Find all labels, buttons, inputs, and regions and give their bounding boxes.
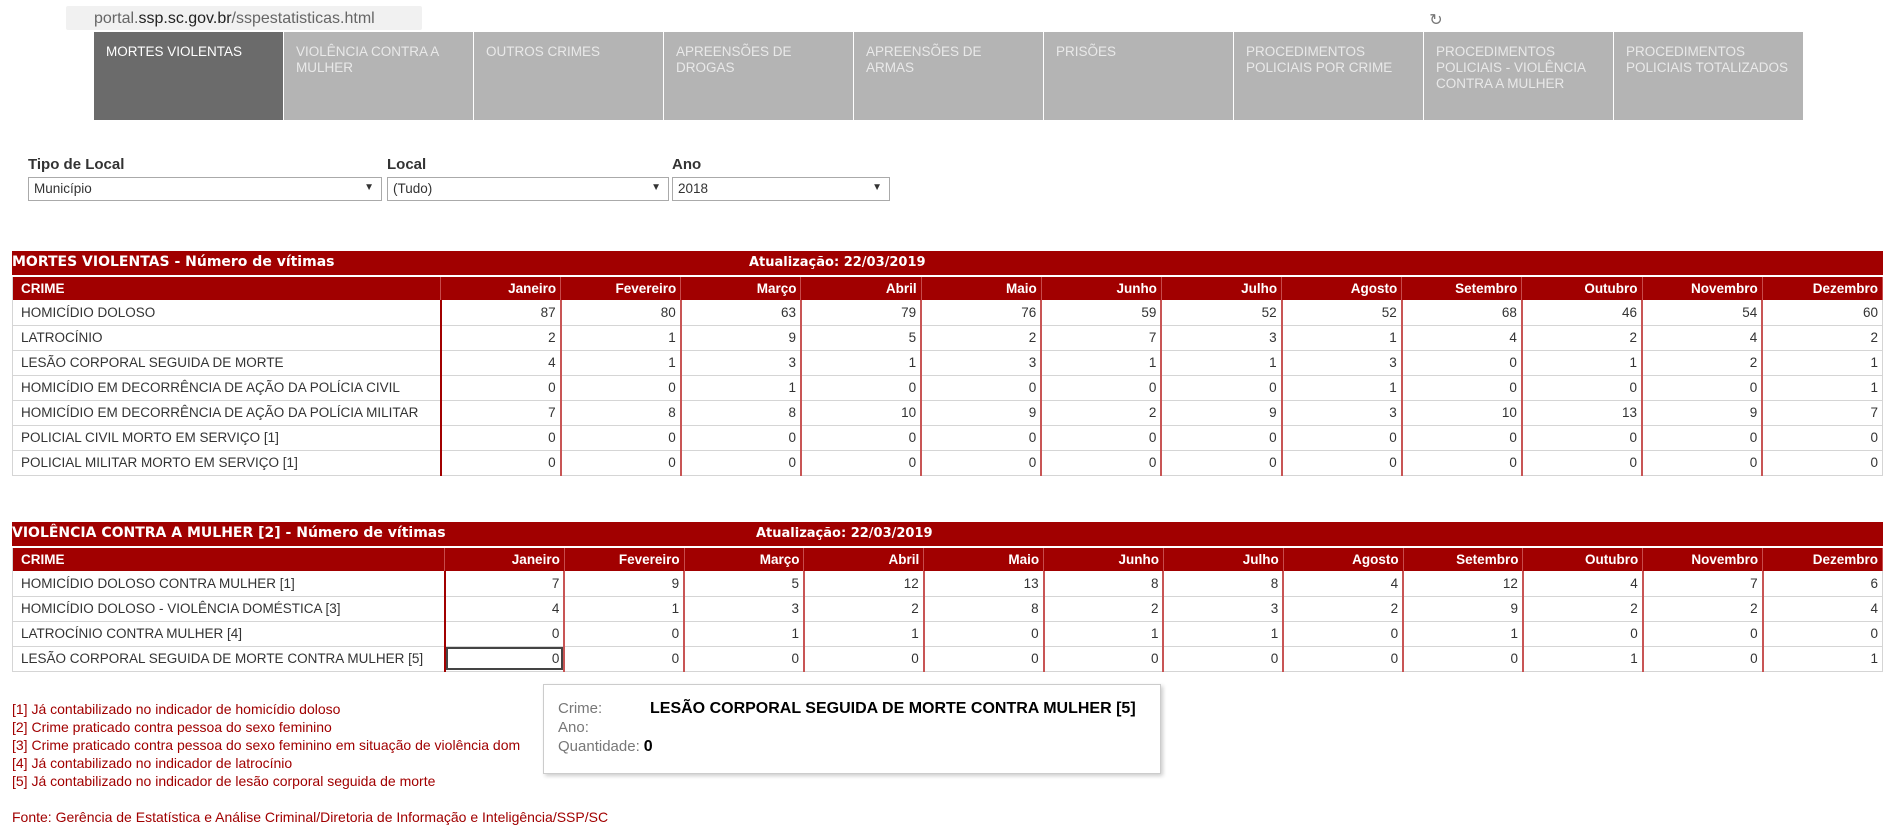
value-cell[interactable]: 60 bbox=[1762, 300, 1882, 325]
value-cell[interactable]: 0 bbox=[921, 450, 1041, 475]
value-cell[interactable]: 1 bbox=[1763, 646, 1883, 671]
value-cell[interactable]: 0 bbox=[801, 375, 921, 400]
value-cell[interactable]: 0 bbox=[1762, 425, 1882, 450]
value-cell[interactable]: 0 bbox=[1283, 646, 1403, 671]
value-cell[interactable]: 1 bbox=[1163, 621, 1283, 646]
value-cell[interactable]: 1 bbox=[1523, 646, 1643, 671]
value-cell[interactable]: 13 bbox=[1522, 400, 1642, 425]
value-cell[interactable]: 0 bbox=[1041, 375, 1161, 400]
column-header-month: Julho bbox=[1163, 547, 1283, 571]
value-cell[interactable]: 3 bbox=[1282, 350, 1402, 375]
filter-local bbox=[387, 156, 669, 201]
table-row bbox=[13, 375, 1883, 400]
value-cell[interactable]: 9 bbox=[564, 571, 684, 596]
chevron-down-icon: ▼ bbox=[364, 182, 374, 193]
mulher-table bbox=[12, 546, 1883, 672]
column-header-month: Maio bbox=[921, 276, 1041, 300]
value-cell[interactable]: 52 bbox=[1161, 300, 1281, 325]
value-cell[interactable]: 0 bbox=[445, 621, 565, 646]
tooltip-label: Quantidade: bbox=[558, 738, 640, 755]
value-cell[interactable]: 8 bbox=[681, 400, 801, 425]
value-cell[interactable]: 10 bbox=[1402, 400, 1522, 425]
value-cell[interactable]: 0 bbox=[924, 621, 1044, 646]
value-cell[interactable]: 0 bbox=[441, 375, 561, 400]
section-header bbox=[12, 522, 1883, 546]
value-cell[interactable]: 1 bbox=[1282, 375, 1402, 400]
value-cell[interactable]: 0 bbox=[1402, 350, 1522, 375]
value-cell[interactable]: 0 bbox=[1041, 425, 1161, 450]
value-cell[interactable]: 0 bbox=[1762, 450, 1882, 475]
value-cell[interactable]: 0 bbox=[1282, 425, 1402, 450]
tooltip-ano-row bbox=[558, 718, 1146, 737]
column-header-month: Junho bbox=[1044, 547, 1164, 571]
value-cell[interactable]: 5 bbox=[684, 571, 804, 596]
value-cell[interactable]: 0 bbox=[561, 375, 681, 400]
value-cell[interactable]: 1 bbox=[1403, 621, 1523, 646]
value-cell[interactable]: 0 bbox=[1642, 450, 1762, 475]
value-cell[interactable]: 0 bbox=[561, 450, 681, 475]
value-cell[interactable]: 10 bbox=[801, 400, 921, 425]
value-cell[interactable]: 1 bbox=[1282, 325, 1402, 350]
table-row bbox=[13, 350, 1883, 375]
filter-ano bbox=[672, 156, 890, 201]
value-cell[interactable]: 7 bbox=[441, 400, 561, 425]
column-header-month: Julho bbox=[1161, 276, 1281, 300]
value-cell[interactable]: 2 bbox=[804, 596, 924, 621]
footnote: [5] Já contabilizado no indicador de lesão corporal seguida de morte bbox=[12, 773, 436, 789]
value-cell[interactable]: 2 bbox=[921, 325, 1041, 350]
column-header-month: Outubro bbox=[1523, 547, 1643, 571]
column-header-month: Junho bbox=[1041, 276, 1161, 300]
value-cell[interactable]: 0 bbox=[1523, 621, 1643, 646]
update-date: Atualização: 22/03/2019 bbox=[756, 526, 933, 541]
value-cell[interactable]: 0 bbox=[1402, 450, 1522, 475]
crime-cell: LATROCÍNIO bbox=[13, 325, 441, 350]
footnote: [1] Já contabilizado no indicador de homicídio doloso bbox=[12, 701, 341, 717]
value-cell[interactable]: 1 bbox=[681, 375, 801, 400]
tooltip-label: Ano: bbox=[558, 719, 589, 736]
value-cell[interactable]: 12 bbox=[804, 571, 924, 596]
column-header-month: Março bbox=[681, 276, 801, 300]
value-cell[interactable]: 0 bbox=[1402, 425, 1522, 450]
filter-label: Local bbox=[387, 156, 427, 173]
column-header-month: Outubro bbox=[1522, 276, 1642, 300]
value-cell[interactable]: 1 bbox=[1041, 350, 1161, 375]
address-bar[interactable] bbox=[66, 6, 422, 30]
footnote: [2] Crime praticado contra pessoa do sexo feminino bbox=[12, 719, 332, 735]
value-cell[interactable]: 0 bbox=[1161, 450, 1281, 475]
value-cell[interactable]: 1 bbox=[684, 621, 804, 646]
chevron-down-icon: ▼ bbox=[651, 182, 661, 193]
category-tabs bbox=[94, 32, 1804, 120]
column-header-month: Abril bbox=[804, 547, 924, 571]
value-cell[interactable]: 0 bbox=[1522, 375, 1642, 400]
value-cell[interactable]: 76 bbox=[921, 300, 1041, 325]
column-header-crime: CRIME bbox=[13, 547, 445, 571]
value-cell[interactable]: 9 bbox=[1642, 400, 1762, 425]
value-cell[interactable]: 0 bbox=[564, 621, 684, 646]
tab-7[interactable]: PROCEDIMENTOS POLICIAIS - VIOLÊNCIA CONTRA A MULHER bbox=[1424, 32, 1613, 120]
tab-4[interactable]: APREENSÕES DE ARMAS bbox=[854, 32, 1043, 120]
tab-1[interactable]: VIOLÊNCIA CONTRA A MULHER bbox=[284, 32, 473, 120]
value-cell[interactable]: 1 bbox=[804, 621, 924, 646]
value-cell[interactable]: 1 bbox=[561, 350, 681, 375]
value-cell[interactable]: 4 bbox=[445, 596, 565, 621]
value-cell[interactable]: 0 bbox=[1282, 450, 1402, 475]
value-cell[interactable]: 0 bbox=[924, 646, 1044, 671]
column-header-crime: CRIME bbox=[13, 276, 441, 300]
crime-cell: LESÃO CORPORAL SEGUIDA DE MORTE CONTRA MULHER [5] bbox=[13, 646, 445, 671]
column-header-month: Setembro bbox=[1403, 547, 1523, 571]
footnote: [4] Já contabilizado no indicador de latrocínio bbox=[12, 755, 293, 771]
table-row bbox=[13, 300, 1883, 325]
select-value: 2018 bbox=[678, 181, 709, 196]
value-cell[interactable]: 0 bbox=[441, 425, 561, 450]
crime-cell: HOMICÍDIO DOLOSO CONTRA MULHER [1] bbox=[13, 571, 445, 596]
value-cell[interactable]: 1 bbox=[1161, 350, 1281, 375]
value-cell[interactable]: 1 bbox=[1044, 621, 1164, 646]
table-row bbox=[13, 646, 1883, 671]
value-cell[interactable]: 13 bbox=[924, 571, 1044, 596]
value-cell[interactable]: 7 bbox=[1643, 571, 1763, 596]
table-row bbox=[13, 621, 1883, 646]
local-select[interactable] bbox=[387, 177, 669, 201]
column-header-month: Fevereiro bbox=[561, 276, 681, 300]
value-cell[interactable]: 3 bbox=[1161, 325, 1281, 350]
value-cell[interactable]: 9 bbox=[1161, 400, 1281, 425]
filter-label: Ano bbox=[672, 156, 702, 173]
value-cell[interactable]: 0 bbox=[681, 425, 801, 450]
value-cell[interactable]: 63 bbox=[681, 300, 801, 325]
value-cell[interactable]: 0 bbox=[1643, 646, 1763, 671]
table-row bbox=[13, 325, 1883, 350]
tab-6[interactable]: PROCEDIMENTOS POLICIAIS POR CRIME bbox=[1234, 32, 1423, 120]
value-cell[interactable]: 4 bbox=[441, 350, 561, 375]
crime-cell: POLICIAL MILITAR MORTO EM SERVIÇO [1] bbox=[13, 450, 441, 475]
violencia-mulher-section bbox=[12, 522, 1883, 672]
value-cell[interactable]: 12 bbox=[1403, 571, 1523, 596]
value-cell[interactable]: 0 bbox=[1161, 425, 1281, 450]
value-cell[interactable]: 46 bbox=[1522, 300, 1642, 325]
value-cell[interactable]: 9 bbox=[921, 400, 1041, 425]
filter-tipo-local bbox=[28, 156, 382, 201]
table-row bbox=[13, 450, 1883, 475]
value-cell[interactable]: 7 bbox=[1762, 400, 1882, 425]
update-date: Atualização: 22/03/2019 bbox=[749, 255, 926, 270]
column-header-month: Setembro bbox=[1402, 276, 1522, 300]
value-cell[interactable]: 1 bbox=[1522, 350, 1642, 375]
value-cell[interactable]: 4 bbox=[1763, 596, 1883, 621]
crime-cell: HOMICÍDIO DOLOSO - VIOLÊNCIA DOMÉSTICA [3] bbox=[13, 596, 445, 621]
value-cell[interactable]: 4 bbox=[1523, 571, 1643, 596]
value-cell[interactable]: 54 bbox=[1642, 300, 1762, 325]
footnotes bbox=[12, 700, 520, 790]
table-row bbox=[13, 425, 1883, 450]
value-cell[interactable]: 0 bbox=[561, 425, 681, 450]
value-cell[interactable]: 0 bbox=[1522, 450, 1642, 475]
tipo-local-select[interactable] bbox=[28, 177, 382, 201]
section-title: VIOLÊNCIA CONTRA A MULHER [2] - Número de vítimas bbox=[12, 525, 446, 541]
value-cell[interactable]: 0 bbox=[1403, 646, 1523, 671]
value-cell[interactable]: 0 bbox=[1643, 621, 1763, 646]
reload-icon[interactable]: ↻ bbox=[1429, 12, 1443, 29]
url-text: portal.ssp.sc.gov.br/sspestatisticas.html bbox=[94, 10, 375, 27]
section-title: MORTES VIOLENTAS - Número de vítimas bbox=[12, 254, 335, 270]
value-cell[interactable]: 4 bbox=[1642, 325, 1762, 350]
value-cell[interactable]: 1 bbox=[1762, 375, 1882, 400]
value-cell[interactable]: 0 bbox=[1522, 425, 1642, 450]
value-cell[interactable]: 0 bbox=[1402, 375, 1522, 400]
value-cell[interactable]: 7 bbox=[445, 571, 565, 596]
value-cell[interactable]: 4 bbox=[1402, 325, 1522, 350]
value-cell[interactable]: 2 bbox=[1283, 596, 1403, 621]
value-cell[interactable]: 2 bbox=[1044, 596, 1164, 621]
value-cell[interactable]: 0 bbox=[921, 375, 1041, 400]
column-header-month: Janeiro bbox=[441, 276, 561, 300]
value-cell[interactable]: 68 bbox=[1402, 300, 1522, 325]
crime-cell: LATROCÍNIO CONTRA MULHER [4] bbox=[13, 621, 445, 646]
value-cell[interactable]: 0 bbox=[1642, 375, 1762, 400]
filter-label: Tipo de Local bbox=[28, 156, 125, 173]
value-cell[interactable]: 0 bbox=[564, 646, 684, 671]
column-header-month: Novembro bbox=[1642, 276, 1762, 300]
table-row bbox=[13, 596, 1883, 621]
value-cell[interactable]: 2 bbox=[1643, 596, 1763, 621]
value-cell[interactable]: 1 bbox=[1762, 350, 1882, 375]
column-header-month: Agosto bbox=[1283, 547, 1403, 571]
value-cell[interactable]: 0 bbox=[441, 450, 561, 475]
tab-0[interactable]: MORTES VIOLENTAS bbox=[94, 32, 283, 120]
tab-3[interactable]: APREENSÕES DE DROGAS bbox=[664, 32, 853, 120]
value-cell[interactable]: 1 bbox=[564, 596, 684, 621]
mortes-violentas-section bbox=[12, 251, 1883, 476]
value-cell[interactable]: 3 bbox=[921, 350, 1041, 375]
crime-cell: POLICIAL CIVIL MORTO EM SERVIÇO [1] bbox=[13, 425, 441, 450]
value-cell[interactable]: 0 bbox=[1044, 646, 1164, 671]
value-cell[interactable]: 5 bbox=[801, 325, 921, 350]
value-cell[interactable]: 2 bbox=[441, 325, 561, 350]
tooltip-label: Crime: bbox=[558, 700, 603, 717]
value-cell[interactable]: 2 bbox=[1762, 325, 1882, 350]
value-cell[interactable]: 59 bbox=[1041, 300, 1161, 325]
crime-cell: HOMICÍDIO EM DECORRÊNCIA DE AÇÃO DA POLÍCIA CIVIL bbox=[13, 375, 441, 400]
value-cell[interactable]: 0 bbox=[681, 450, 801, 475]
crime-cell: HOMICÍDIO EM DECORRÊNCIA DE AÇÃO DA POLÍCIA MILITAR bbox=[13, 400, 441, 425]
source-note: Fonte: Gerência de Estatística e Análise Criminal/Diretoria de Informação e Inteligência/SSP/SC bbox=[12, 809, 609, 825]
column-header-month: Novembro bbox=[1643, 547, 1763, 571]
value-cell[interactable]: 80 bbox=[561, 300, 681, 325]
value-cell[interactable]: 6 bbox=[1763, 571, 1883, 596]
tab-8[interactable]: PROCEDIMENTOS POLICIAIS TOTALIZADOS bbox=[1614, 32, 1803, 120]
crime-cell: LESÃO CORPORAL SEGUIDA DE MORTE bbox=[13, 350, 441, 375]
value-cell[interactable]: 0 bbox=[1161, 375, 1281, 400]
value-cell[interactable]: 0 bbox=[1642, 425, 1762, 450]
column-header-month: Fevereiro bbox=[564, 547, 684, 571]
table-row bbox=[13, 400, 1883, 425]
value-cell[interactable]: 3 bbox=[681, 350, 801, 375]
column-header-month: Dezembro bbox=[1762, 276, 1882, 300]
tab-5[interactable]: PRISÕES bbox=[1044, 32, 1233, 120]
value-cell[interactable]: 0 bbox=[1041, 450, 1161, 475]
value-cell[interactable]: 8 bbox=[1044, 571, 1164, 596]
value-cell[interactable]: 2 bbox=[1041, 400, 1161, 425]
select-value: Município bbox=[34, 181, 92, 196]
table-row bbox=[13, 571, 1883, 596]
chevron-down-icon: ▼ bbox=[872, 182, 882, 193]
data-tooltip bbox=[543, 684, 1161, 774]
tooltip-crime-row bbox=[558, 699, 1146, 718]
column-header-month: Março bbox=[684, 547, 804, 571]
mortes-table bbox=[12, 275, 1883, 476]
value-cell[interactable]: 9 bbox=[681, 325, 801, 350]
value-cell[interactable]: 0 bbox=[1763, 621, 1883, 646]
value-cell[interactable]: 8 bbox=[561, 400, 681, 425]
select-value: (Tudo) bbox=[393, 181, 433, 196]
tooltip-qtd-row bbox=[558, 737, 1146, 756]
value-cell[interactable]: 52 bbox=[1282, 300, 1402, 325]
value-cell[interactable]: 0 bbox=[801, 425, 921, 450]
value-cell[interactable]: 0 bbox=[445, 646, 565, 671]
tab-2[interactable]: OUTROS CRIMES bbox=[474, 32, 663, 120]
value-cell[interactable]: 1 bbox=[561, 325, 681, 350]
column-header-month: Maio bbox=[924, 547, 1044, 571]
section-header bbox=[12, 251, 1883, 275]
value-cell[interactable]: 3 bbox=[1282, 400, 1402, 425]
value-cell[interactable]: 3 bbox=[684, 596, 804, 621]
value-cell[interactable]: 2 bbox=[1522, 325, 1642, 350]
value-cell[interactable]: 2 bbox=[1523, 596, 1643, 621]
value-cell[interactable]: 8 bbox=[924, 596, 1044, 621]
value-cell[interactable]: 0 bbox=[1163, 646, 1283, 671]
crime-cell: HOMICÍDIO DOLOSO bbox=[13, 300, 441, 325]
value-cell[interactable]: 79 bbox=[801, 300, 921, 325]
value-cell[interactable]: 7 bbox=[1041, 325, 1161, 350]
tooltip-qtd-value: 0 bbox=[643, 737, 653, 755]
value-cell[interactable]: 4 bbox=[1283, 571, 1403, 596]
value-cell[interactable]: 1 bbox=[801, 350, 921, 375]
value-cell[interactable]: 0 bbox=[684, 646, 804, 671]
ano-select[interactable] bbox=[672, 177, 890, 201]
value-cell[interactable]: 3 bbox=[1163, 596, 1283, 621]
value-cell[interactable]: 2 bbox=[1642, 350, 1762, 375]
value-cell[interactable]: 87 bbox=[441, 300, 561, 325]
column-header-month: Abril bbox=[801, 276, 921, 300]
footnote: [3] Crime praticado contra pessoa do sexo feminino em situação de violência dom bbox=[12, 737, 521, 753]
value-cell[interactable]: 0 bbox=[921, 425, 1041, 450]
column-header-month: Dezembro bbox=[1763, 547, 1883, 571]
column-header-month: Janeiro bbox=[445, 547, 565, 571]
tooltip-crime-value: LESÃO CORPORAL SEGUIDA DE MORTE CONTRA MULHER [5] bbox=[650, 699, 1136, 717]
value-cell[interactable]: 0 bbox=[801, 450, 921, 475]
value-cell[interactable]: 0 bbox=[804, 646, 924, 671]
value-cell[interactable]: 0 bbox=[1283, 621, 1403, 646]
column-header-month: Agosto bbox=[1282, 276, 1402, 300]
value-cell[interactable]: 8 bbox=[1163, 571, 1283, 596]
value-cell[interactable]: 9 bbox=[1403, 596, 1523, 621]
